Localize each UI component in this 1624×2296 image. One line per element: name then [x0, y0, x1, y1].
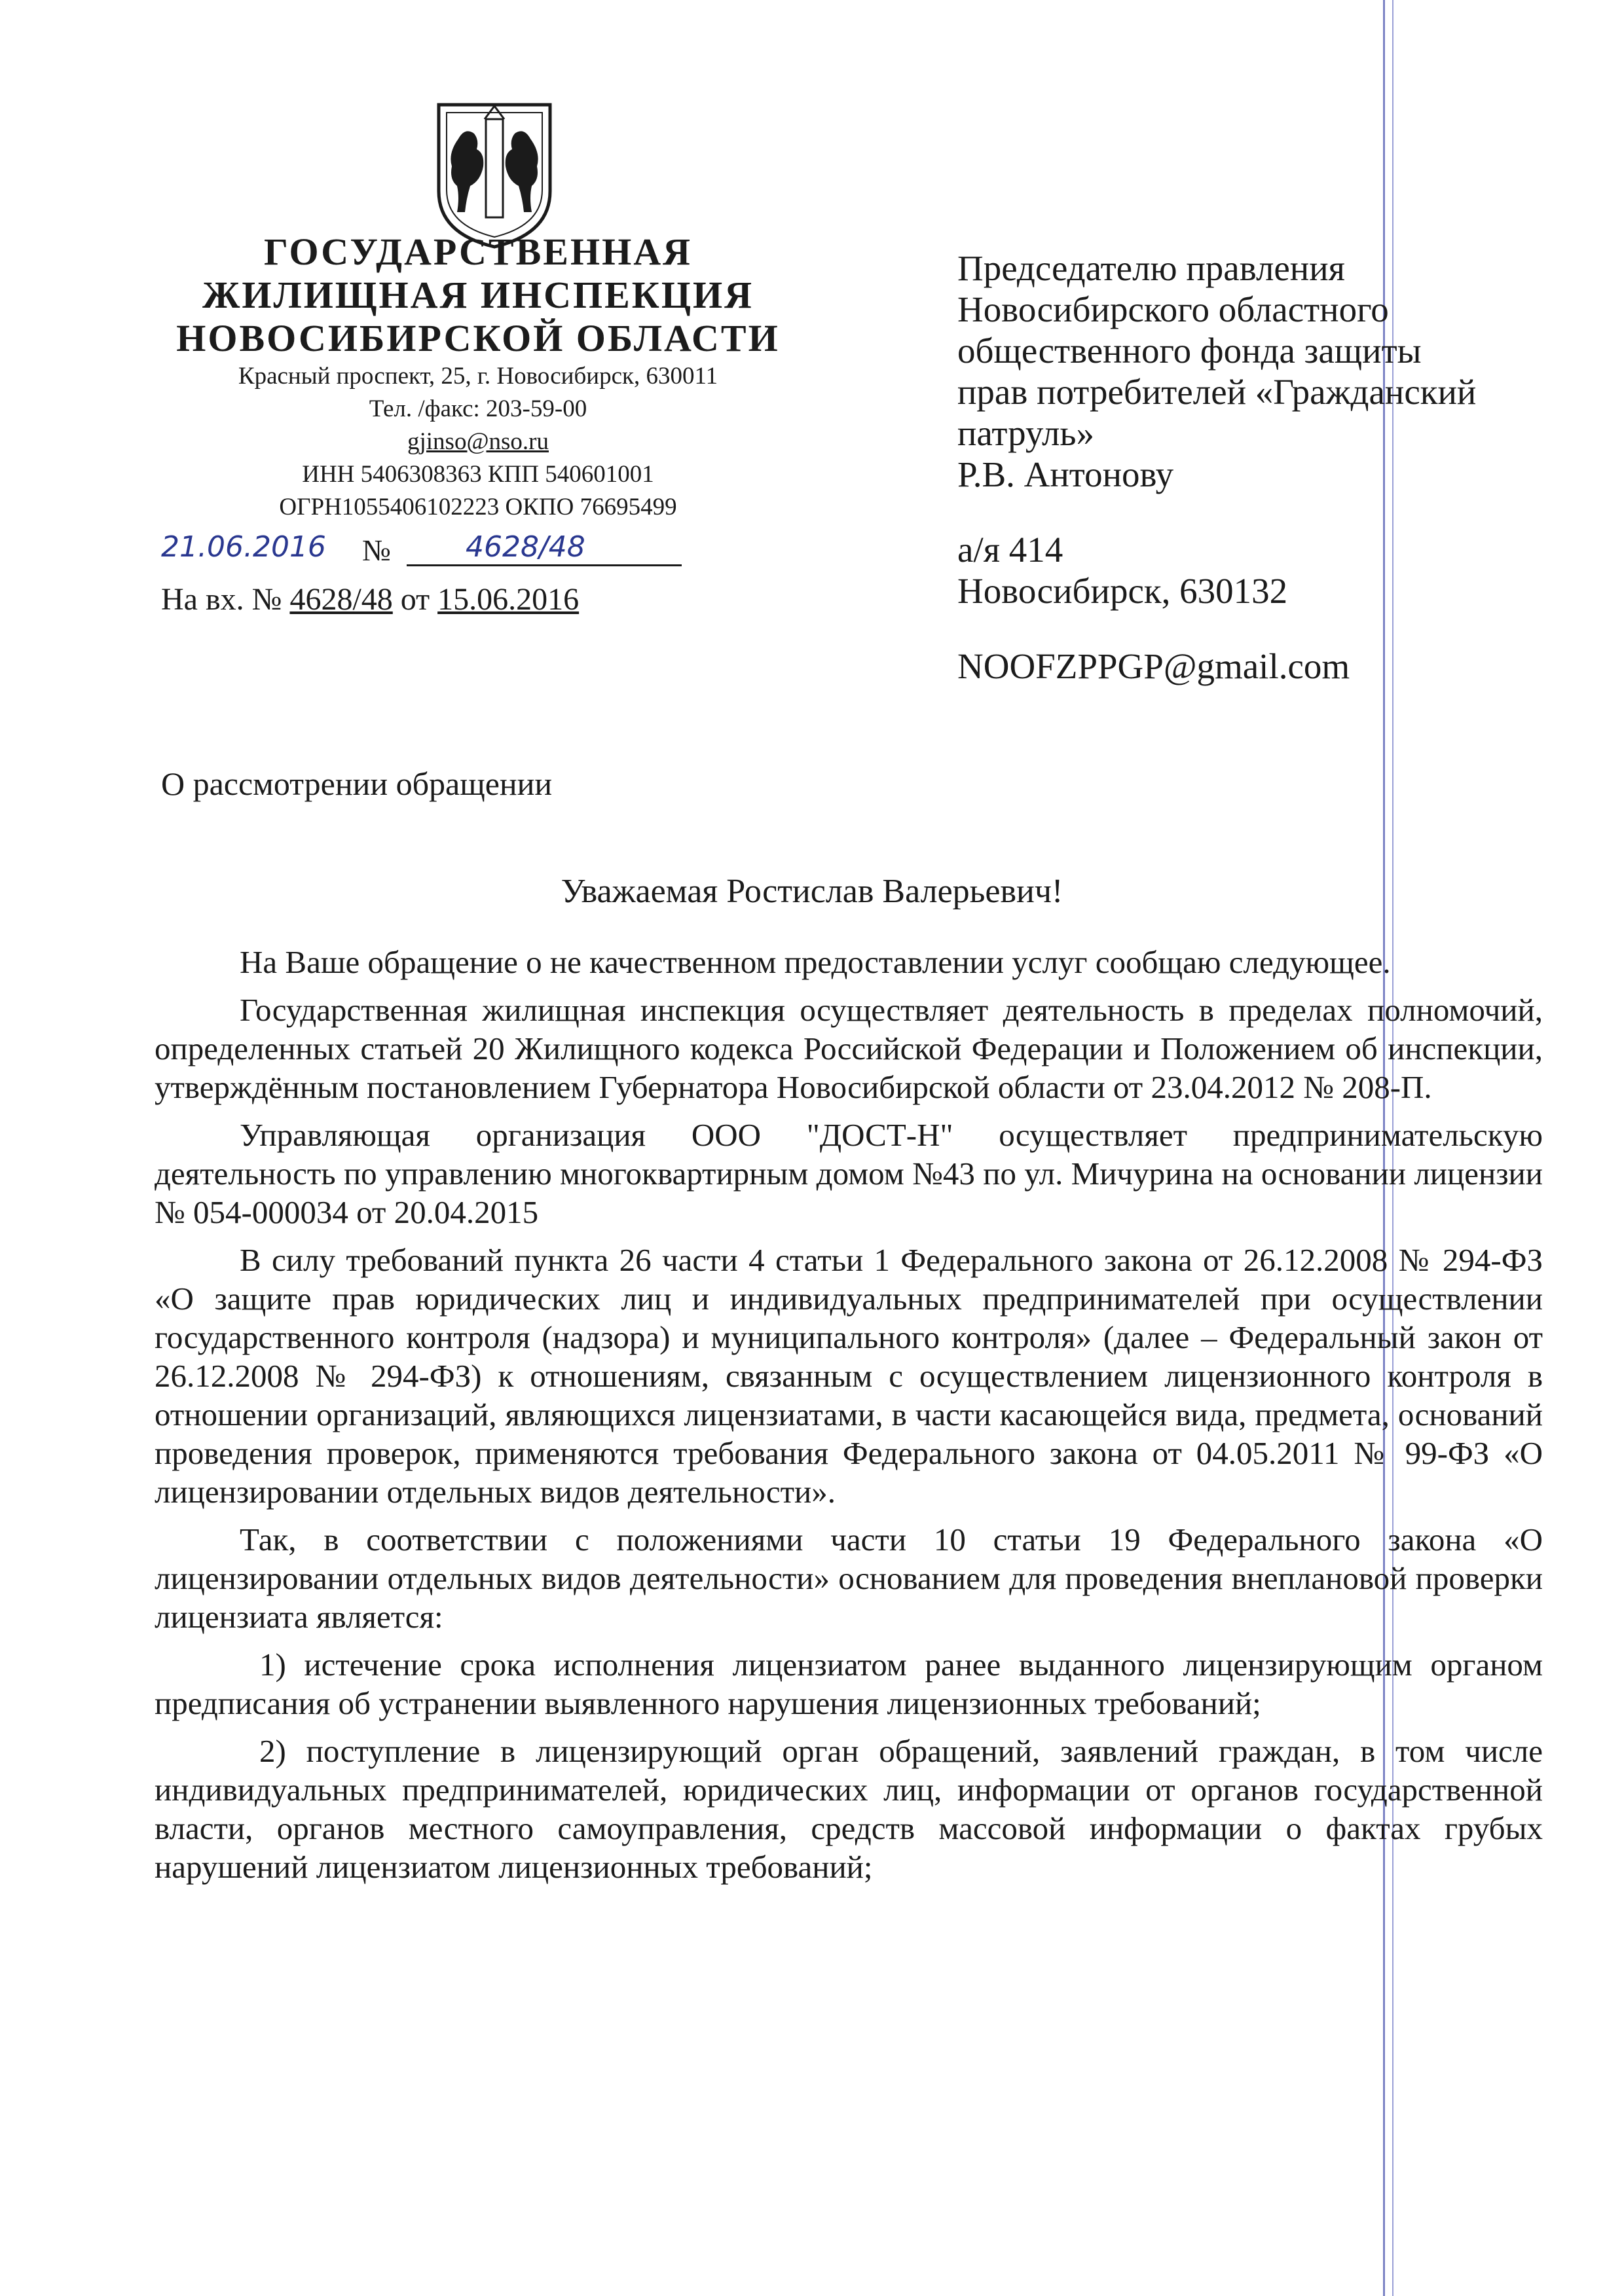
letter-body — [155, 943, 1543, 1886]
issuer-org-line-1: ГОСУДАРСТВЕННАЯ — [264, 230, 692, 273]
body-paragraph: Так, в соответствии с положениями части 10 статьи 19 Федерального закона «О лицензировании отдельных видов деятельности» основанием для проведения внеплановой проверки лицензиата является: — [155, 1522, 1543, 1635]
recipient-email: NOOFZPPGP@gmail.com — [957, 646, 1350, 686]
body-paragraph: Управляющая организация ООО "ДОСТ-Н" осуществляет предпринимательскую деятельность по управлению многоквартирным домом №43 по ул. Мичурина на основании лицензии № 054-000034 от 20.04.2015 — [155, 1117, 1543, 1230]
recipient-line-5: патруль» — [957, 413, 1095, 453]
body-list-item: 1) истечение срока исполнения лицензиатом ранее выданного лицензирующим органом предписания об устранении выявленного нарушения лицензионных требований; — [155, 1647, 1543, 1721]
body-list-item: 2) поступление в лицензирующий орган обращений, заявлений граждан, в том числе индивидуальных предпринимателей, юридических лиц, информации от органов государственной власти, органов местного самоуправления, средств массовой информации о фактах грубых нарушений лицензиатом лицензионных требований; — [155, 1733, 1543, 1885]
recipient-line-1: Председателю правления — [957, 248, 1345, 288]
reference-from: от — [400, 582, 430, 617]
recipient-line-4: прав потребителей «Гражданский — [957, 372, 1477, 412]
issuer-block — [151, 230, 805, 524]
handwritten-date: 21.06.2016 — [161, 530, 326, 564]
recipient-po-box: а/я 414 — [957, 530, 1063, 570]
coat-of-arms-icon — [432, 100, 557, 250]
handwritten-number: 4628/48 — [466, 530, 585, 564]
salutation: Уважаемая Ростислав Валерьевич! — [561, 873, 1063, 910]
body-paragraph: Государственная жилищная инспекция осуществляет деятельность в пределах полномочий, определенных статьей 20 Жилищного кодекса Российской Федерации и Положением об инспекции, утверждённым постановлением Губернатора Новосибирской области от 23.04.2012 № 208-П. — [155, 992, 1543, 1105]
recipient-block — [957, 247, 1560, 687]
registration-line — [161, 530, 750, 570]
body-paragraph: В силу требований пункта 26 части 4 статьи 1 Федерального закона от 26.12.2008 № 294-ФЗ «О защите прав юридических лиц и индивидуальных предпринимателей при осуществлении государственного контроля (надзора) и муниципального контроля» (далее – Федеральный закон от 26.12.2008 № 294-ФЗ) к отношениям, связанным с осуществлением лицензионного контроля в отношении организаций, являющихся лицензиатами, в части касающейся вида, предмета, оснований проведения проверок, применяются требования Федерального закона от 04.05.2011 № 99-ФЗ «О лицензировании отдельных видов деятельности». — [155, 1242, 1543, 1510]
recipient-city: Новосибирск, 630132 — [957, 571, 1288, 611]
issuer-email: gjinso@nso.ru — [407, 428, 549, 455]
subject-line: О рассмотрении обращении — [161, 765, 553, 802]
reference-line — [161, 581, 579, 617]
recipient-name: Р.В. Антонову — [957, 454, 1174, 494]
issuer-ogrn-okpo: ОГРН1055406102223 ОКПО 76695499 — [279, 494, 677, 520]
issuer-address: Красный проспект, 25, г. Новосибирск, 630011 — [238, 363, 718, 390]
number-sign: № — [362, 534, 391, 567]
reference-prefix: На вх. № — [161, 582, 282, 617]
reference-number: 4628/48 — [289, 582, 393, 617]
recipient-line-3: общественного фонда защиты — [957, 331, 1422, 371]
number-underline — [407, 564, 682, 566]
body-paragraph: На Ваше обращение о не качественном предоставлении услуг сообщаю следующее. — [240, 944, 1391, 980]
issuer-org-line-2: ЖИЛИЩНАЯ ИНСПЕКЦИЯ — [202, 274, 754, 316]
reference-date: 15.06.2016 — [437, 582, 580, 617]
issuer-inn-kpp: ИНН 5406308363 КПП 540601001 — [302, 461, 654, 488]
issuer-org-line-3: НОВОСИБИРСКОЙ ОБЛАСТИ — [176, 317, 780, 359]
issuer-phone: Тел. /факс: 203-59-00 — [369, 395, 587, 422]
recipient-line-2: Новосибирского областного — [957, 289, 1389, 329]
